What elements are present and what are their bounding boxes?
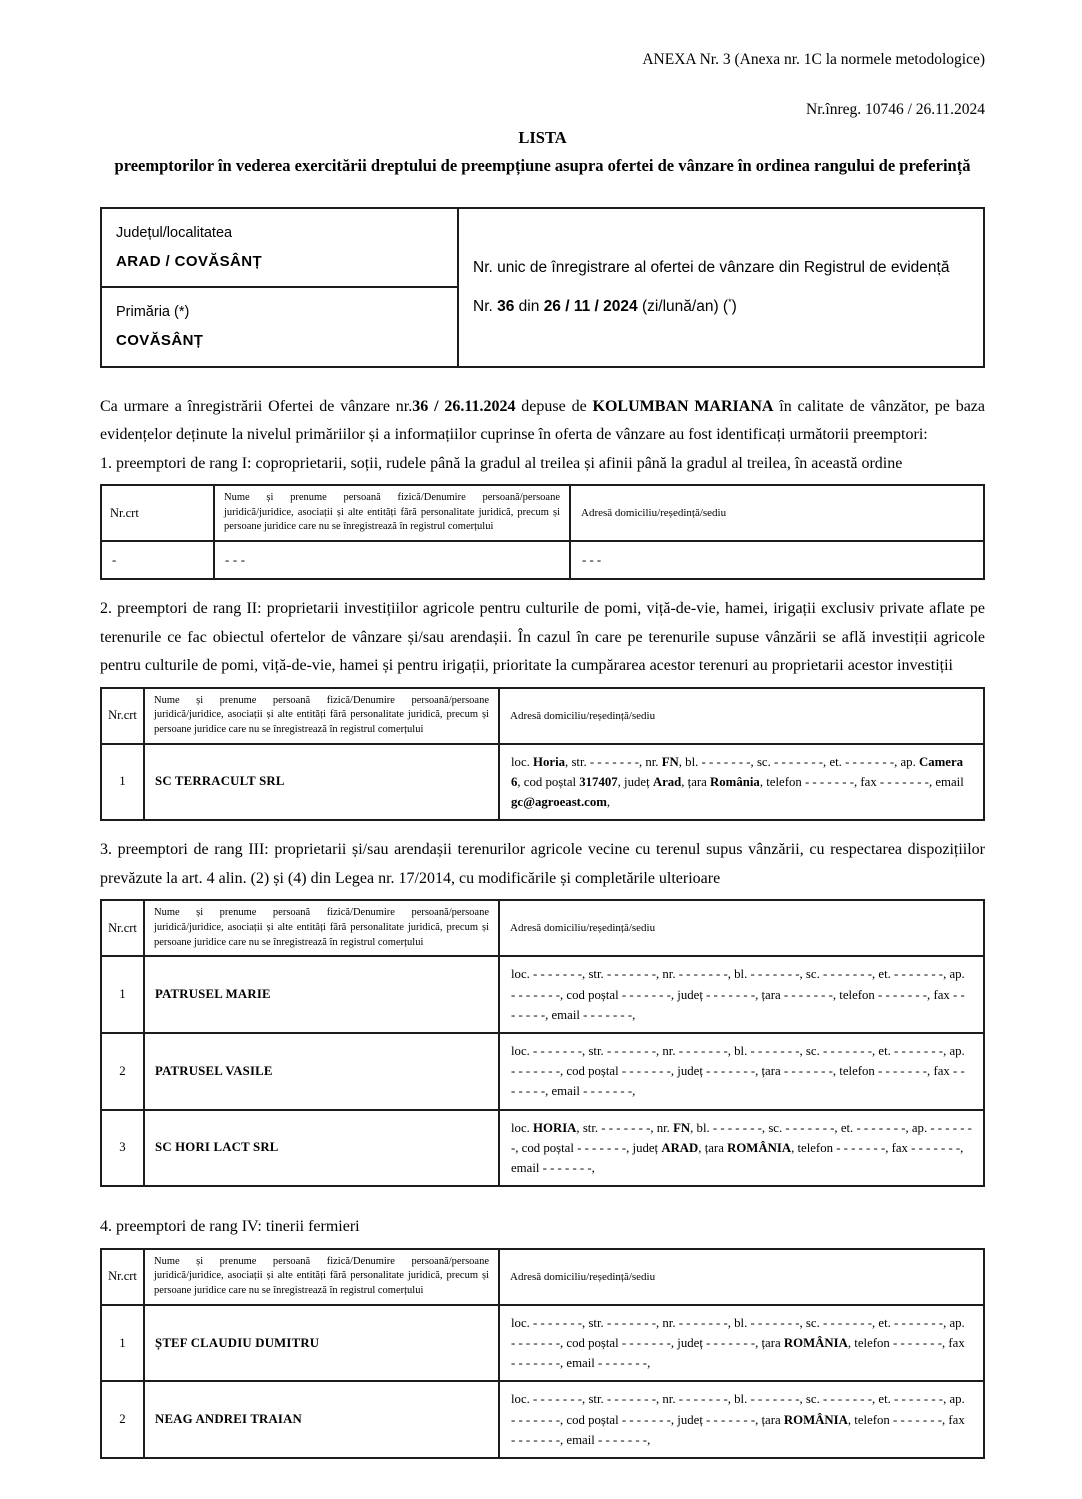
- cityhall-cell: [101, 287, 458, 367]
- rang1-header-row: [101, 485, 984, 541]
- document-subtitle: preemptorilor în vederea exercitării dreptului de preempțiune asupra ofertei de vânzare în ordinea rangului de preferință: [114, 156, 971, 176]
- preemptor-address: loc. - - - - - - -, str. - - - - - - -, nr. - - - - - - -, bl. - - - - - - -, sc. - - - - - - -, et. - - - - - - -, ap. - - - - - - -, cod poștal - - - - - - -, județ - - - - - - -, țara - - - - - - -, telefon - - - - - - -, fax - - - - - - -, email - - - - - - -,: [499, 956, 984, 1033]
- rang1-row-1: [101, 541, 984, 579]
- preemptor-name: PATRUSEL VASILE: [144, 1033, 499, 1110]
- section-rang2-heading: 2. preemptori de rang II: proprietarii investițiilor agricole pentru culturile de pomi, viță-de-vie, hamei, irigații exclusiv private aflate pe terenurile ce fac obiectul ofertelor de vânzare și/sau arendașii. În cazul în care pe terenurile supuse vânzării se află investiții agricole pentru culturile de pomi, viță-de-vie, hamei și pentru irigații, prioritate la cumpărarea acestor terenuri au proprietarii acestor investiții: [100, 600, 985, 675]
- rang4-row-1: [101, 1305, 984, 1382]
- row-number: 1: [101, 1305, 144, 1382]
- rang3-row-3: [101, 1110, 984, 1187]
- section-rang1-heading: 1. preemptori de rang I: coproprietarii, soții, rudele până la gradul al treilea și afinii până la gradul al treilea, în această ordine: [100, 454, 903, 472]
- preemptor-address: loc. HORIA, str. - - - - - - -, nr. FN, bl. - - - - - - -, sc. - - - - - - -, et. - - - - - - -, ap. - - - - - - -, cod poștal - - - - - - -, județ ARAD, țara ROMÂNIA, telefon - - - - - - -, fax - - - - - - -, email - - - - - - -,: [499, 1110, 984, 1187]
- column-header-address: Adresă domiciliu/reședință/sediu: [499, 1249, 984, 1305]
- rang3-table: [100, 899, 985, 1187]
- column-header-address: Adresă domiciliu/reședință/sediu: [570, 485, 984, 541]
- column-header-address: Adresă domiciliu/reședință/sediu: [499, 688, 984, 744]
- rang4-row-2: [101, 1381, 984, 1458]
- column-header-nr: Nr.crt: [101, 1249, 144, 1305]
- preemptor-name: PATRUSEL MARIE: [144, 956, 499, 1033]
- rang4-table: [100, 1248, 985, 1459]
- county-label: Județul/localitatea: [116, 224, 233, 241]
- preemptor-address: loc. - - - - - - -, str. - - - - - - -, nr. - - - - - - -, bl. - - - - - - -, sc. - - - - - - -, et. - - - - - - -, ap. - - - - - - -, cod poștal - - - - - - -, județ - - - - - - -, țara - - - - - - -, telefon - - - - - - -, fax - - - - - - -, email - - - - - - -,: [499, 1033, 984, 1110]
- info-row-county: [101, 208, 984, 288]
- document-title: LISTA: [518, 128, 567, 148]
- preemptor-address: loc. Horia, str. - - - - - - -, nr. FN, bl. - - - - - - -, sc. - - - - - - -, et. - - - - - - -, ap. Camera 6, cod poștal 317407, județ Arad, țara România, telefon - - - - - - -, fax - - - - - - -, email gc@agroeast.com,: [499, 744, 984, 821]
- registration-info-table: [100, 207, 985, 368]
- preemptor-name: NEAG ANDREI TRAIAN: [144, 1381, 499, 1458]
- unique-registration-cell: [458, 208, 984, 367]
- column-header-nr: Nr.crt: [101, 485, 214, 541]
- preemptor-name: SC TERRACULT SRL: [144, 744, 499, 821]
- offer-number-line: Nr. 36 din 26 / 11 / 2024 (zi/lună/an) (*): [473, 296, 737, 315]
- county-value: ARAD / COVĂSÂNȚ: [116, 252, 263, 270]
- section-rang3-heading: 3. preemptori de rang III: proprietarii și/sau arendașii terenurilor agricole vecine cu terenul supus vânzării, cu respectarea dispozițiilor prevăzute la art. 4 alin. (2) și (4) din Legea nr. 17/2014, cu modificările și completările ulterioare: [100, 841, 985, 887]
- preemptor-name: SC HORI LACT SRL: [144, 1110, 499, 1187]
- rang2-header-row: [101, 688, 984, 744]
- row-number: 1: [101, 956, 144, 1033]
- cityhall-label: Primăria (*): [116, 304, 190, 321]
- annex-title: ANEXA Nr. 3 (Anexa nr. 1C la normele metodologice): [642, 51, 985, 68]
- county-cell: [101, 208, 458, 288]
- preemptor-name: - - -: [214, 541, 570, 579]
- cityhall-value: COVĂSÂNȚ: [116, 332, 204, 350]
- column-header-name: Nume și prenume persoană fizică/Denumire persoană/persoane juridică/juridice, asociații și alte entități fără personalitate juridică, precum și persoane juridice care nu se înregistrează în registrul comerțului: [144, 1249, 499, 1305]
- column-header-address: Adresă domiciliu/reședință/sediu: [499, 900, 984, 956]
- rang2-table: [100, 687, 985, 822]
- rang4-header-row: [101, 1249, 984, 1305]
- preemptor-address: loc. - - - - - - -, str. - - - - - - -, nr. - - - - - - -, bl. - - - - - - -, sc. - - - - - - -, et. - - - - - - -, ap. - - - - - - -, cod poștal - - - - - - -, județ - - - - - - -, țara ROMÂNIA, telefon - - - - - - -, fax - - - - - - -, email - - - - - - -,: [499, 1305, 984, 1382]
- intro-paragraph: Ca urmare a înregistrării Ofertei de vânzare nr.36 / 26.11.2024 depuse de KOLUMBAN MARIANA în calitate de vânzător, pe baza evidențelor deținute la nivelul primăriilor și a informațiilor cuprinse în oferta de vânzare au fost identificați următorii preemptori:: [100, 397, 986, 444]
- section-rang4-heading: 4. preemptori de rang IV: tinerii fermieri: [100, 1218, 360, 1236]
- column-header-name: Nume și prenume persoană fizică/Denumire persoană/persoane juridică/juridice, asociații și alte entități fără personalitate juridică, precum și persoane juridice care nu se înregistrează în registrul comerțului: [144, 900, 499, 956]
- preemptor-address: loc. - - - - - - -, str. - - - - - - -, nr. - - - - - - -, bl. - - - - - - -, sc. - - - - - - -, et. - - - - - - -, ap. - - - - - - -, cod poștal - - - - - - -, județ - - - - - - -, țara ROMÂNIA, telefon - - - - - - -, fax - - - - - - -, email - - - - - - -,: [499, 1381, 984, 1458]
- column-header-nr: Nr.crt: [101, 688, 144, 744]
- row-number: 2: [101, 1033, 144, 1110]
- rang1-table: [100, 484, 985, 580]
- rang3-row-2: [101, 1033, 984, 1110]
- row-number: -: [101, 541, 214, 579]
- rang3-row-1: [101, 956, 984, 1033]
- rang3-header-row: [101, 900, 984, 956]
- row-number: 3: [101, 1110, 144, 1187]
- row-number: 2: [101, 1381, 144, 1458]
- rang2-row-1: [101, 744, 984, 821]
- column-header-nr: Nr.crt: [101, 900, 144, 956]
- preemptor-address: - - -: [570, 541, 984, 579]
- unique-registration-label: Nr. unic de înregistrare al ofertei de vânzare din Registrul de evidență: [473, 258, 950, 276]
- column-header-name: Nume și prenume persoană fizică/Denumire persoană/persoane juridică/juridice, asociații și alte entități fără personalitate juridică, precum și persoane juridice care nu se înregistrează în registrul comerțului: [214, 485, 570, 541]
- preemptor-name: ȘTEF CLAUDIU DUMITRU: [144, 1305, 499, 1382]
- row-number: 1: [101, 744, 144, 821]
- registration-number-line: Nr.înreg. 10746 / 26.11.2024: [806, 101, 985, 119]
- column-header-name: Nume și prenume persoană fizică/Denumire persoană/persoane juridică/juridice, asociații și alte entități fără personalitate juridică, precum și persoane juridice care nu se înregistrează în registrul comerțului: [144, 688, 499, 744]
